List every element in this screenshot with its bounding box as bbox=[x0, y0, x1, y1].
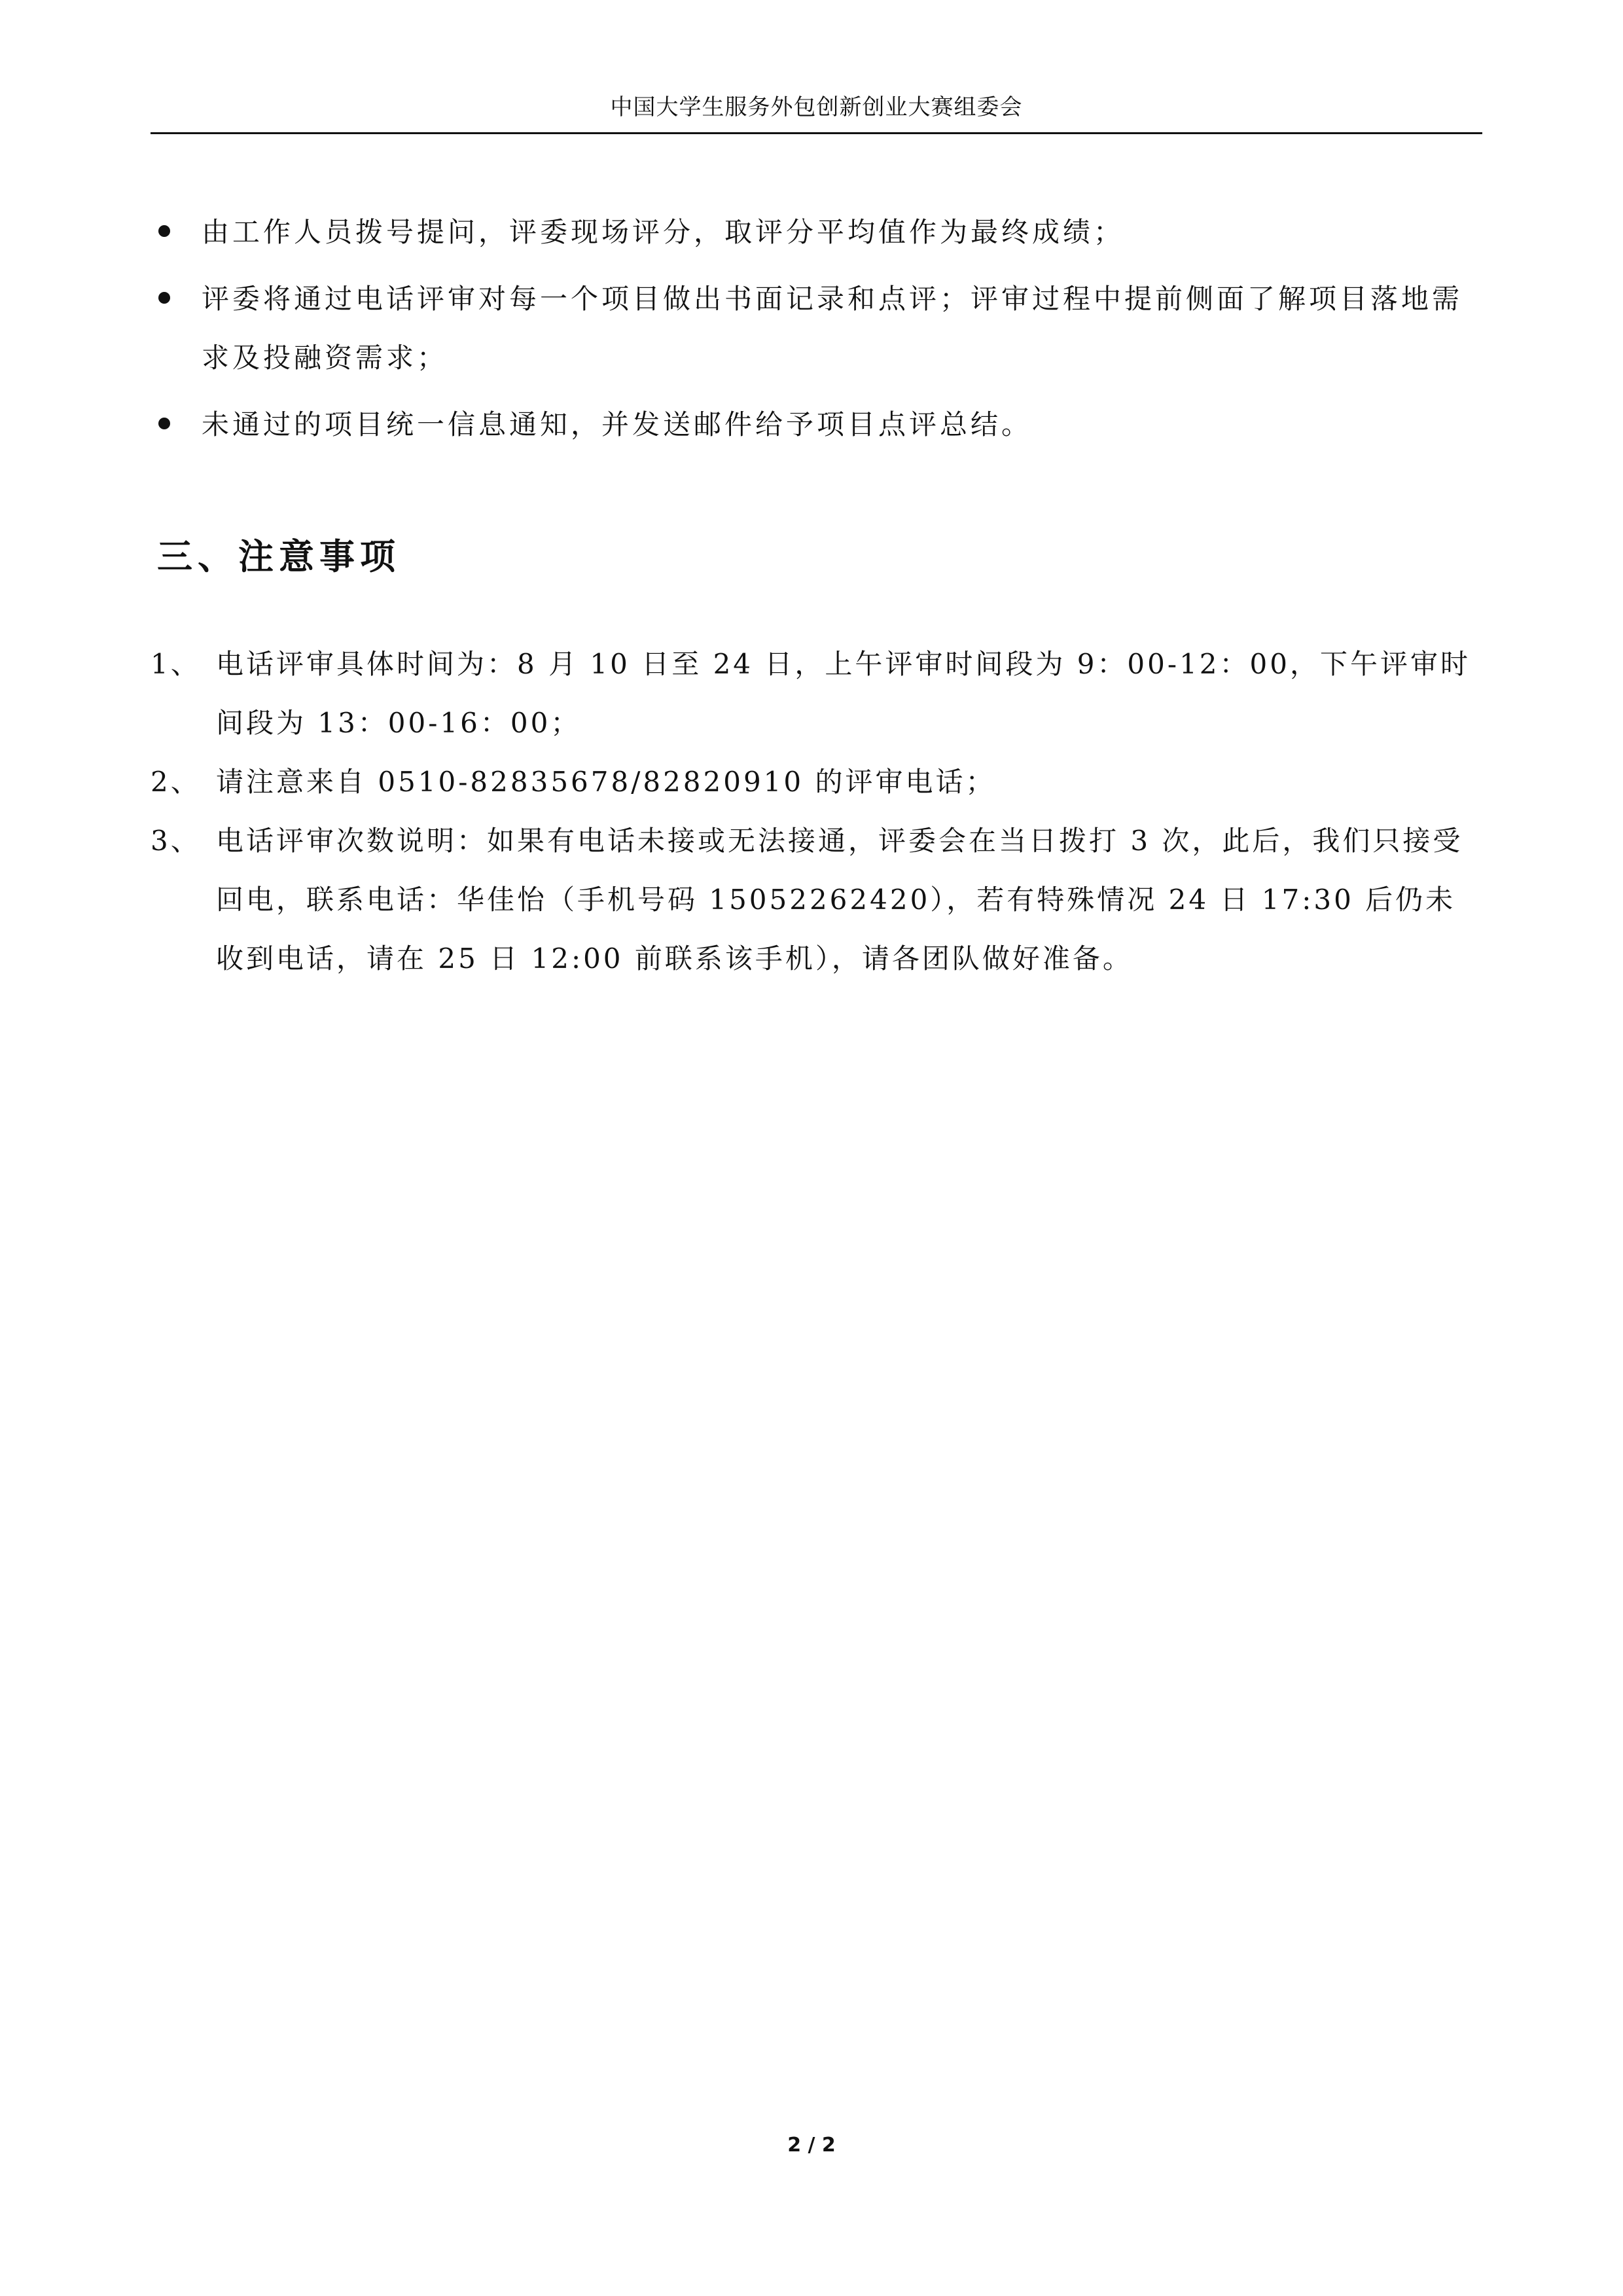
bullet-dot-icon bbox=[158, 292, 170, 304]
bullet-text: 由工作人员拨号提问，评委现场评分，取评分平均值作为最终成绩； bbox=[202, 216, 1125, 248]
procedure-bullet-list bbox=[151, 203, 1482, 462]
notes-numbered-list bbox=[151, 635, 1482, 988]
bullet-item bbox=[151, 395, 1482, 454]
page-number: 2 / 2 bbox=[787, 2134, 836, 2157]
note-number: 2、 bbox=[151, 766, 201, 798]
bullet-text: 评委将通过电话评审对每一个项目做出书面记录和点评；评审过程中提前侧面了解项目落地需求及投融资需求； bbox=[202, 283, 1463, 374]
note-text: 电话评审次数说明：如果有电话未接或无法接通，评委会在当日拨打 3 次，此后，我们只接受回电，联系电话：华佳怡（手机号码 15052262420），若有特殊情况 24 日 17:30 后仍未收到电话，请在 25 日 12:00 前联系该手机），请各团队做好准备。 bbox=[216, 825, 1463, 975]
page-header-title: 中国大学生服务外包创新创业大赛组委会 bbox=[610, 94, 1023, 120]
note-text: 电话评审具体时间为：8 月 10 日至 24 日，上午评审时间段为 9：00-12：00，下午评审时间段为 13：00-16：00； bbox=[216, 648, 1471, 739]
section-heading: 三、注意事项 bbox=[157, 535, 401, 577]
header-divider bbox=[151, 132, 1482, 134]
note-item bbox=[151, 812, 1482, 988]
bullet-text: 未通过的项目统一信息通知，并发送邮件给予项目点评总结。 bbox=[202, 408, 1033, 440]
bullet-dot-icon bbox=[158, 225, 170, 237]
bullet-dot-icon bbox=[158, 418, 170, 429]
note-text: 请注意来自 0510-82835678/82820910 的评审电话； bbox=[216, 766, 996, 798]
bullet-item bbox=[151, 203, 1482, 262]
note-number: 3、 bbox=[151, 825, 201, 857]
note-item bbox=[151, 635, 1482, 753]
note-number: 1、 bbox=[151, 648, 201, 680]
bullet-item bbox=[151, 270, 1482, 387]
note-item bbox=[151, 753, 1482, 812]
